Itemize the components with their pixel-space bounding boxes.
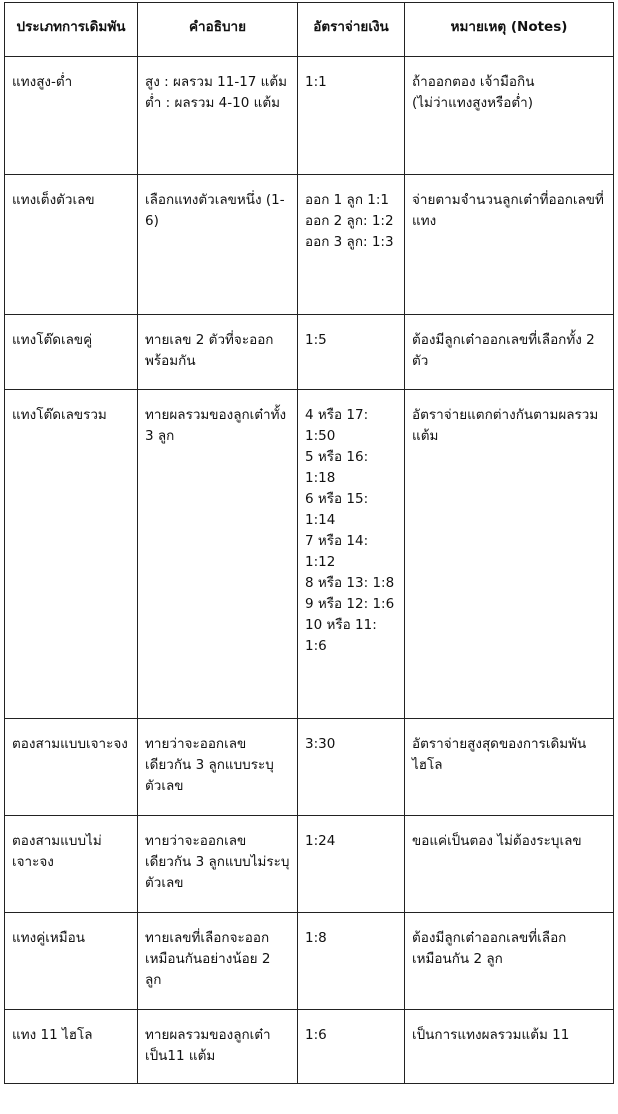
cell-description xyxy=(138,913,298,1010)
cell-notes xyxy=(405,816,614,913)
cell-bet-type: แทงคู่เหมือน xyxy=(5,913,138,1010)
table-row xyxy=(5,175,614,315)
header-notes: หมายเหตุ (Notes) xyxy=(405,3,614,57)
cell-payout xyxy=(298,315,405,390)
header-payout: อัตราจ่ายเงิน xyxy=(298,3,405,57)
table-row xyxy=(5,57,614,175)
table-row xyxy=(5,816,614,913)
notes-line: เป็นการแทงผลรวมแต้ม 11 xyxy=(412,1027,570,1043)
cell-payout xyxy=(298,390,405,719)
description-line: ทายผลรวมของลูกเต๋าเป็น11 แต้ม xyxy=(145,1027,271,1064)
table-body xyxy=(5,57,614,1084)
cell-bet-type: แทงเต็งตัวเลข xyxy=(5,175,138,315)
cell-notes xyxy=(405,175,614,315)
cell-bet-type: แทง 11 ไฮโล xyxy=(5,1010,138,1084)
header-description: คำอธิบาย xyxy=(138,3,298,57)
cell-description xyxy=(138,1010,298,1084)
cell-payout xyxy=(298,913,405,1010)
cell-description xyxy=(138,315,298,390)
cell-payout xyxy=(298,57,405,175)
cell-bet-type: ตองสามแบบเจาะจง xyxy=(5,719,138,816)
notes-line: อัตราจ่ายแตกต่างกันตามผลรวมแต้ม xyxy=(412,407,599,444)
cell-notes xyxy=(405,315,614,390)
payout-line: 8 หรือ 13: 1:8 xyxy=(305,575,395,591)
cell-payout xyxy=(298,816,405,913)
payout-line: 6 หรือ 15: 1:14 xyxy=(305,491,369,528)
payout-line: 1:5 xyxy=(305,332,327,348)
header-bet-type: ประเภทการเดิมพัน xyxy=(5,3,138,57)
description-line: ต่ำ : ผลรวม 4-10 แต้ม xyxy=(145,95,280,111)
cell-description xyxy=(138,57,298,175)
payout-line: ออก 1 ลูก 1:1 xyxy=(305,192,390,208)
cell-notes xyxy=(405,57,614,175)
table-row xyxy=(5,390,614,719)
payout-line: 9 หรือ 12: 1:6 xyxy=(305,596,395,612)
cell-description xyxy=(138,175,298,315)
cell-payout xyxy=(298,719,405,816)
payout-line: 1:24 xyxy=(305,833,336,849)
notes-line: (ไม่ว่าแทงสูงหรือต่ำ) xyxy=(412,95,534,111)
payout-line: 10 หรือ 11: 1:6 xyxy=(305,617,377,654)
payout-line: 7 หรือ 14: 1:12 xyxy=(305,533,369,570)
header-row xyxy=(5,3,614,57)
table-row xyxy=(5,719,614,816)
notes-line: ถ้าออกตอง เจ้ามือกิน xyxy=(412,74,535,90)
description-line: ทายว่าจะออกเลขเดียวกัน 3 ลูกแบบระบุตัวเลข xyxy=(145,736,274,794)
table-row xyxy=(5,315,614,390)
cell-notes xyxy=(405,1010,614,1084)
cell-bet-type: ตองสามแบบไม่เจาะจง xyxy=(5,816,138,913)
description-line: ทายว่าจะออกเลขเดียวกัน 3 ลูกแบบไม่ระบุตัวเลข xyxy=(145,833,290,891)
table-row xyxy=(5,913,614,1010)
payout-line: 4 หรือ 17: 1:50 xyxy=(305,407,369,444)
description-line: เลือกแทงตัวเลขหนึ่ง (1-6) xyxy=(145,192,285,229)
description-line: ทายเลขที่เลือกจะออกเหมือนกันอย่างน้อย 2 ลูก xyxy=(145,930,271,988)
notes-line: อัตราจ่ายสูงสุดของการเดิมพันไฮโล xyxy=(412,736,587,773)
cell-bet-type: แทงโต๊ดเลขคู่ xyxy=(5,315,138,390)
cell-description xyxy=(138,719,298,816)
description-line: ทายเลข 2 ตัวที่จะออกพร้อมกัน xyxy=(145,332,274,369)
payout-line: 5 หรือ 16: 1:18 xyxy=(305,449,369,486)
cell-bet-type: แทงสูง-ต่ำ xyxy=(5,57,138,175)
notes-line: ต้องมีลูกเต๋าออกเลขที่เลือกเหมือนกัน 2 ลูก xyxy=(412,930,567,967)
description-line: ทายผลรวมของลูกเต๋าทั้ง 3 ลูก xyxy=(145,407,287,444)
payout-line: 1:1 xyxy=(305,74,327,90)
notes-line: ขอแค่เป็นตอง ไม่ต้องระบุเลข xyxy=(412,833,582,849)
cell-description xyxy=(138,390,298,719)
payout-line: 1:6 xyxy=(305,1027,327,1043)
cell-notes xyxy=(405,913,614,1010)
cell-description xyxy=(138,816,298,913)
cell-payout xyxy=(298,175,405,315)
cell-bet-type: แทงโต๊ดเลขรวม xyxy=(5,390,138,719)
cell-payout xyxy=(298,1010,405,1084)
payout-line: 1:8 xyxy=(305,930,327,946)
notes-line: ต้องมีลูกเต๋าออกเลขที่เลือกทั้ง 2 ตัว xyxy=(412,332,595,369)
payout-line: ออก 3 ลูก: 1:3 xyxy=(305,234,394,250)
bet-types-table xyxy=(4,2,614,1084)
table-row xyxy=(5,1010,614,1084)
notes-line: จ่ายตามจำนวนลูกเต๋าที่ออกเลขที่แทง xyxy=(412,192,604,229)
table-header xyxy=(5,3,614,57)
payout-line: 3:30 xyxy=(305,736,336,752)
description-line: สูง : ผลรวม 11-17 แต้ม xyxy=(145,74,288,90)
cell-notes xyxy=(405,390,614,719)
payout-line: ออก 2 ลูก: 1:2 xyxy=(305,213,394,229)
cell-notes xyxy=(405,719,614,816)
